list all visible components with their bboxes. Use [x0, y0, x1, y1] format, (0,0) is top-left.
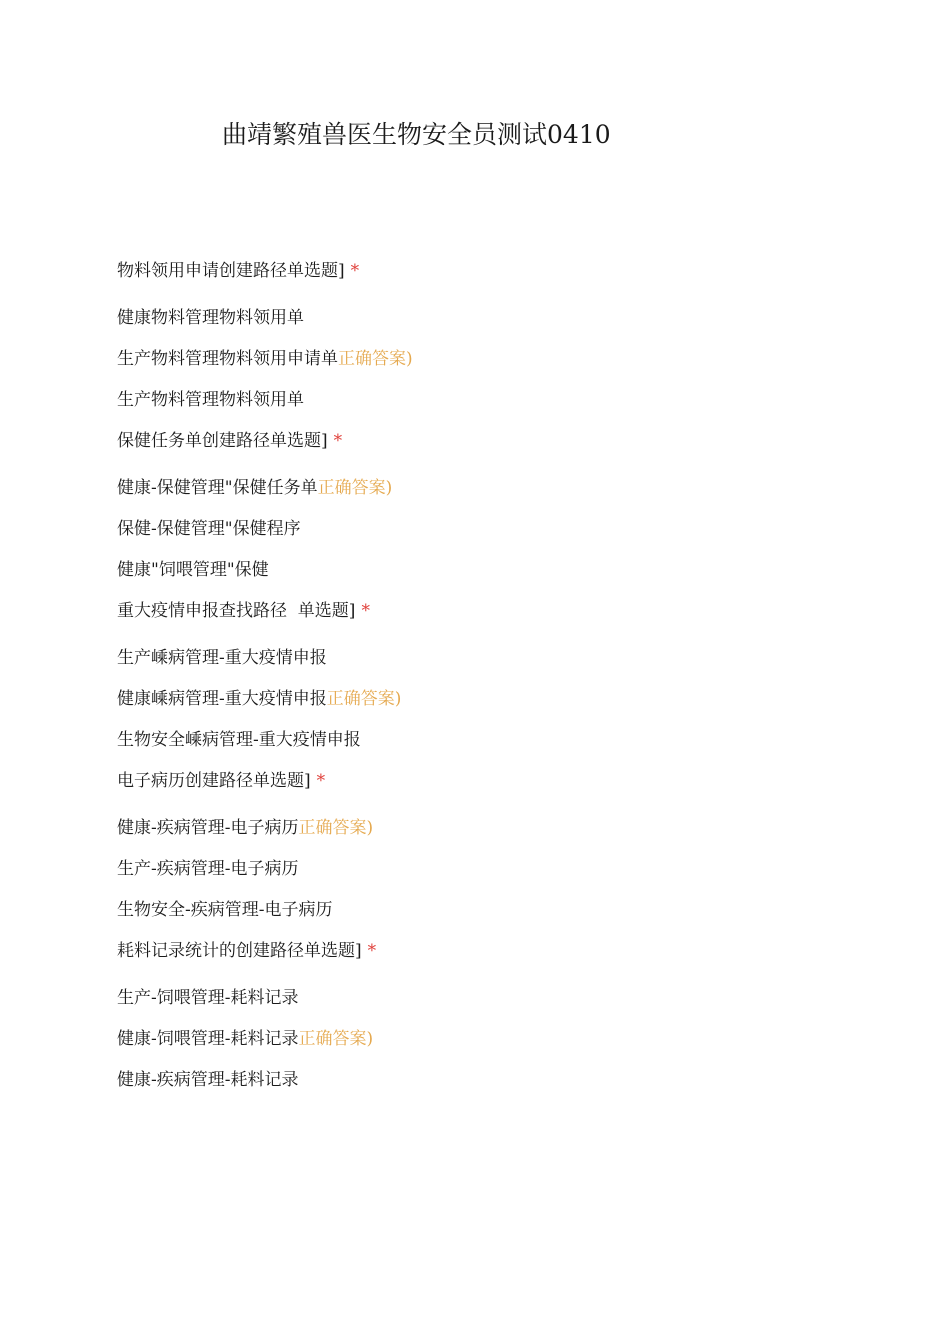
question-text	[117, 938, 897, 964]
question-block	[117, 258, 897, 413]
page-title: 曲靖繁殖兽医生物安全员测试0410	[222, 120, 611, 149]
question-block	[117, 428, 897, 583]
option-text: 健康-保健管理"保健任务单	[117, 478, 318, 498]
question-label: 物料领用申请创建路径单选题]	[117, 261, 345, 281]
answer-option[interactable]	[117, 516, 897, 542]
option-text: 健康物料管理物料领用单	[117, 308, 304, 328]
answer-option[interactable]	[117, 387, 897, 413]
answer-option[interactable]	[117, 305, 897, 331]
option-text: 健康-疾病管理-耗料记录	[117, 1070, 299, 1090]
option-text: 保健-保健管理"保健程序	[117, 519, 301, 539]
answer-option[interactable]	[117, 815, 897, 841]
answer-option[interactable]	[117, 475, 897, 501]
question-block	[117, 938, 897, 1093]
question-block	[117, 598, 897, 753]
answer-option[interactable]	[117, 897, 897, 923]
option-text: 生产物料管理物料领用申请单	[117, 349, 338, 369]
answer-option[interactable]	[117, 985, 897, 1011]
answer-option[interactable]	[117, 557, 897, 583]
correct-answer-label: 正确答案)	[298, 818, 374, 838]
required-mark: *	[361, 601, 370, 621]
question-text	[117, 428, 897, 454]
question-label: 电子病历创建路径单选题]	[117, 771, 311, 791]
question-text	[117, 768, 897, 794]
option-text: 生产-饲喂管理-耗料记录	[117, 988, 299, 1008]
answer-option[interactable]	[117, 645, 897, 671]
question-label: 保健任务单创建路径单选题]	[117, 431, 328, 451]
required-mark: *	[350, 261, 360, 281]
option-text: 生物安全-疾病管理-电子病历	[117, 900, 333, 920]
option-text: 健康-饲喂管理-耗料记录	[117, 1029, 299, 1049]
option-text: 生产嵊病管理-重大疫情申报	[117, 648, 327, 668]
answer-option[interactable]	[117, 686, 897, 712]
correct-answer-label: 正确答案)	[298, 1029, 374, 1049]
question-list	[117, 258, 897, 1108]
answer-option[interactable]	[117, 727, 897, 753]
required-mark: *	[316, 771, 326, 791]
correct-answer-label: 正确答案)	[317, 478, 393, 498]
required-mark: *	[333, 431, 343, 451]
question-block	[117, 768, 897, 923]
answer-option[interactable]	[117, 1026, 897, 1052]
answer-option[interactable]	[117, 1067, 897, 1093]
option-text: 生产-疾病管理-电子病历	[117, 859, 299, 879]
option-text: 健康-疾病管理-电子病历	[117, 818, 299, 838]
answer-option[interactable]	[117, 856, 897, 882]
option-text: 生物安全嵊病管理-重大疫情申报	[117, 730, 361, 750]
option-text: 健康嵊病管理-重大疫情申报	[117, 689, 327, 709]
question-label: 重大疫情申报查找路径 单选题]	[117, 601, 356, 621]
correct-answer-label: 正确答案)	[326, 689, 402, 709]
option-text: 生产物料管理物料领用单	[117, 390, 304, 410]
question-label: 耗料记录统计的创建路径单选题]	[117, 941, 362, 961]
option-text: 健康"饲喂管理"保健	[117, 560, 269, 580]
required-mark: *	[367, 941, 377, 961]
answer-option[interactable]	[117, 346, 897, 372]
correct-answer-label: 正确答案)	[338, 349, 413, 369]
question-text	[117, 258, 897, 284]
question-text	[117, 598, 897, 624]
